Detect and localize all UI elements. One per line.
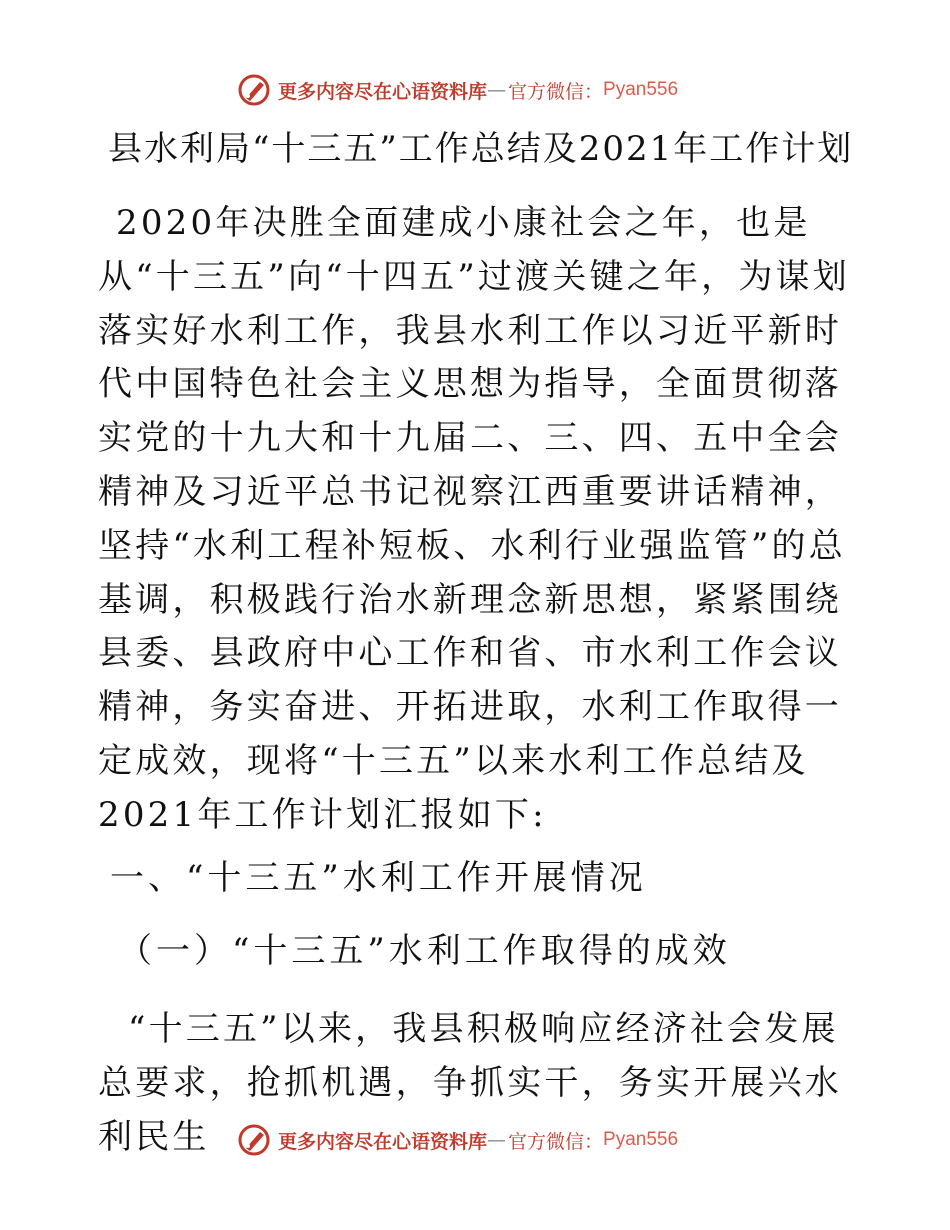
watermark-label: 官方微信： <box>508 80 604 103</box>
watermark-main-text: 更多内容尽在心语资料库 <box>278 80 488 103</box>
watermark-wechat-id: Pyan556 <box>603 79 679 100</box>
watermark-banner-bottom <box>236 1120 716 1160</box>
pen-logo-icon <box>236 72 272 108</box>
intro-paragraph: 2020年决胜全面建成小康社会之年，也是从“十三五”向“十四五”过渡关键之年，为谋划落实好水利工作，我县水利工作以习近平新时代中国特色社会主义思想为指导，全面贯彻落实党的十九大和十九届二、三、四、五中全会精神及习近平总书记视察江西重要讲话精神，坚持“水利工程补短板、水利行业强监管”的总基调，积极践行治水新理念新思想，紧紧围绕县委、县政府中心工作和省、市水利工作会议精神，务实奋进、开拓进取，水利工作取得一定成效，现将“十三五”以来水利工作总结及2021年工作计划汇报如下: <box>98 203 850 835</box>
watermark-separator: — <box>487 79 507 101</box>
watermark-main-text: 更多内容尽在心语资料库 <box>278 1130 488 1153</box>
subsection-heading-1: （一）“十三五”水利工作取得的成效 <box>118 931 731 971</box>
watermark-separator: — <box>487 1129 507 1151</box>
document-title: 县水利局“十三五”工作总结及2021年工作计划 <box>108 129 854 169</box>
watermark-wechat-id: Pyan556 <box>603 1129 679 1150</box>
pen-logo-icon <box>236 1122 272 1158</box>
watermark-label: 官方微信： <box>508 1130 604 1153</box>
watermark-banner-top <box>236 70 716 110</box>
body-paragraph: “十三五”以来，我县积极响应经济社会发展总要求，抢抓机遇，争抓实干，务实开展兴水利民生 <box>98 1009 842 1157</box>
section-heading-1: 一、“十三五”水利工作开展情况 <box>110 858 647 898</box>
